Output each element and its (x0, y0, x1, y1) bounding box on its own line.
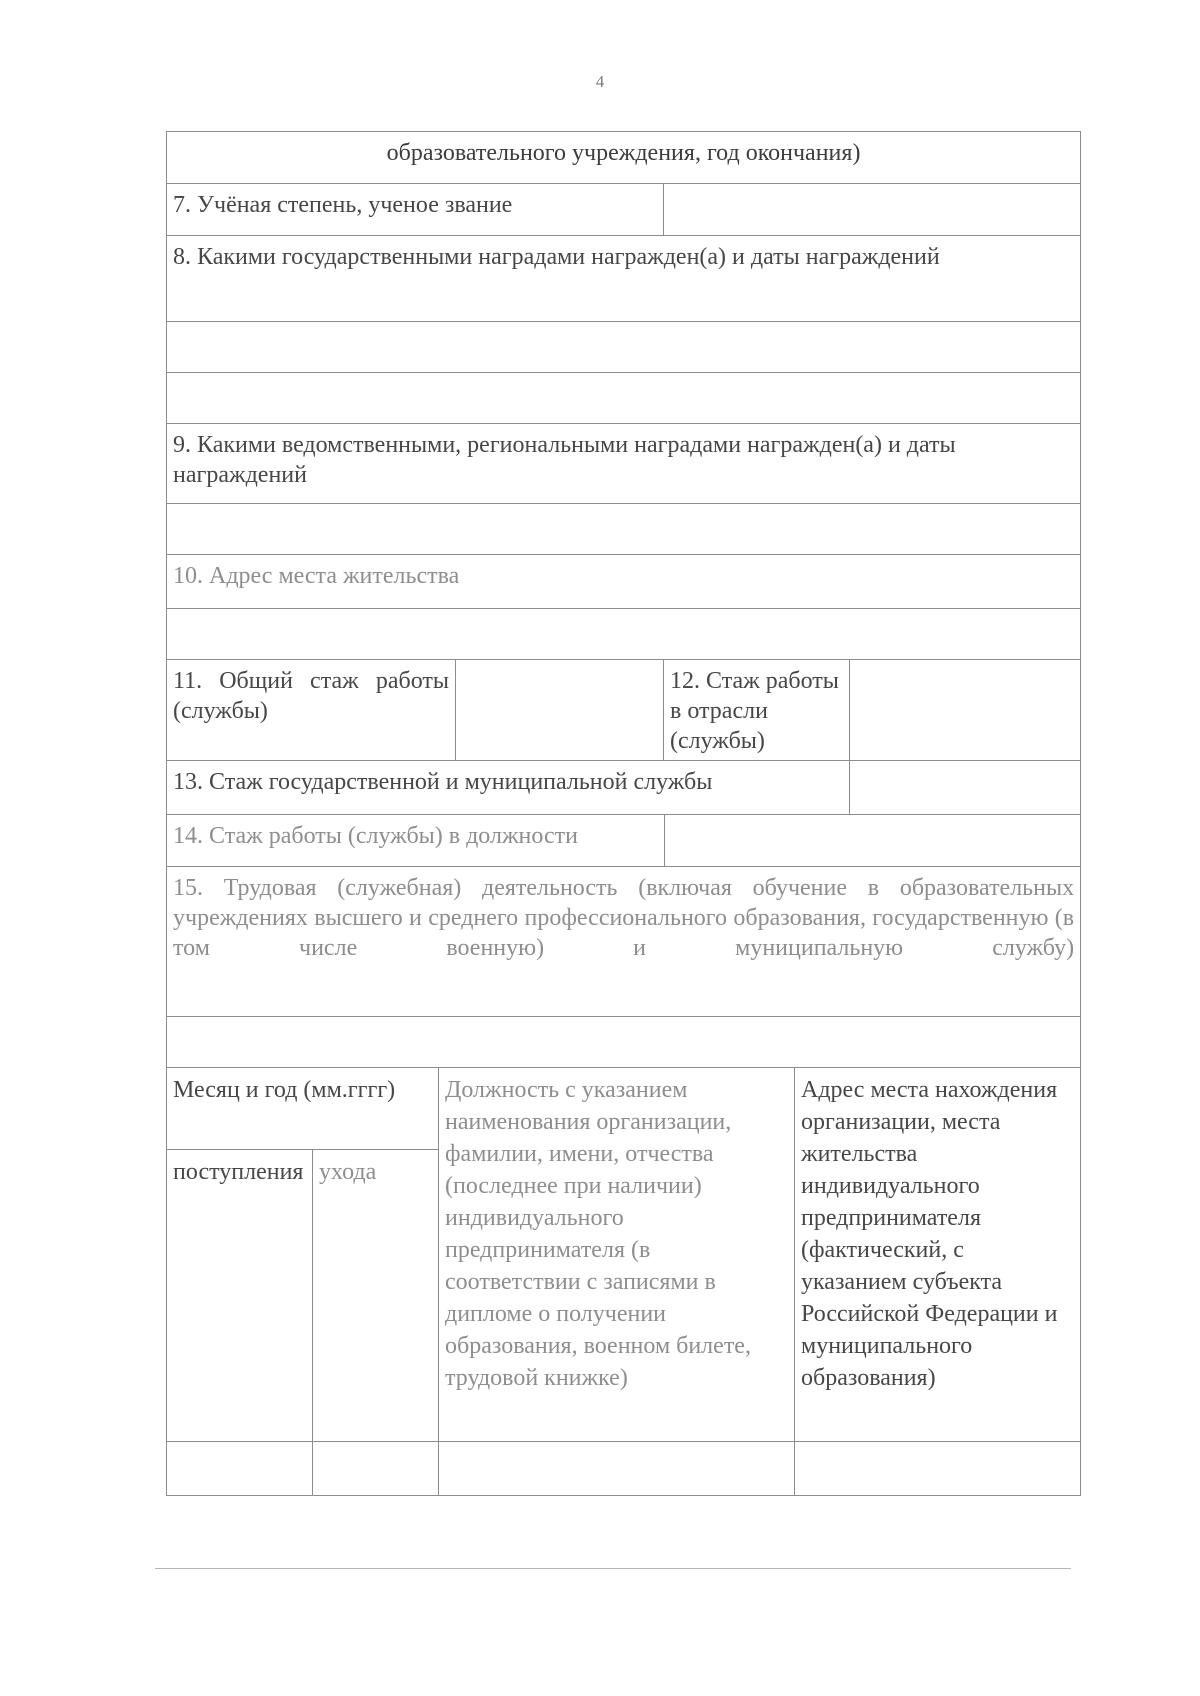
education-row-tail: образовательного учреждения, год окончания) (167, 132, 1081, 184)
item-10-value[interactable] (167, 609, 1081, 660)
item-12-label: 12. Стаж работы в отрасли (службы) (664, 660, 850, 761)
item-10-label: 10. Адрес места жительства (167, 555, 1081, 609)
item-12-value[interactable] (850, 660, 1081, 761)
item-9-value[interactable] (167, 504, 1081, 555)
item-15-label: 15. Трудовая (служебная) деятельность (включая обучение в образовательных учреждениях высшего и среднего профессионального образования, государственную (в том числе военную) и муниципальную службу) (167, 867, 1081, 1017)
item-8-value-line-1[interactable] (167, 322, 1081, 373)
item-8-label: 8. Какими государственными наградами награжден(а) и даты награждений (167, 236, 1081, 322)
item-9-label: 9. Какими ведомственными, региональными наградами награжден(а) и даты награждений (167, 424, 1081, 504)
work-table-header-start: поступления (167, 1150, 313, 1442)
work-entry-position-cell[interactable] (439, 1442, 795, 1496)
work-entry-start-cell[interactable] (167, 1442, 313, 1496)
item-11-label: 11. Общий стаж работы (службы) (167, 660, 456, 761)
work-table-header-date: Месяц и год (мм.гггг) (167, 1068, 439, 1150)
item-8-value-line-2[interactable] (167, 373, 1081, 424)
work-table-header-address: Адрес места нахождения организации, места жительства индивидуального предпринимателя (фактический, с указанием субъекта Российской Федерации и муниципального образования) (795, 1068, 1081, 1442)
item-7-value[interactable] (664, 184, 1081, 236)
item-14-value[interactable] (665, 815, 1081, 867)
item-15-value[interactable] (167, 1017, 1081, 1068)
bottom-rule (155, 1568, 1071, 1569)
work-table-header-end: ухода (313, 1150, 439, 1442)
item-14-label: 14. Стаж работы (службы) в должности (167, 815, 665, 867)
work-entry-end-cell[interactable] (313, 1442, 439, 1496)
personal-data-form-table (166, 131, 1081, 1496)
item-13-label: 13. Стаж государственной и муниципальной службы (167, 761, 850, 815)
item-11-value[interactable] (456, 660, 664, 761)
page-number: 4 (595, 72, 605, 91)
work-table-header-position: Должность с указанием наименования организации, фамилии, имени, отчества (последнее при наличии) индивидуального предпринимателя (в соответствии с записями в дипломе о получении образования, военном билете, трудовой книжке) (439, 1068, 795, 1442)
work-entry-address-cell[interactable] (795, 1442, 1081, 1496)
item-7-label: 7. Учёная степень, ученое звание (167, 184, 664, 236)
item-13-value[interactable] (850, 761, 1081, 815)
